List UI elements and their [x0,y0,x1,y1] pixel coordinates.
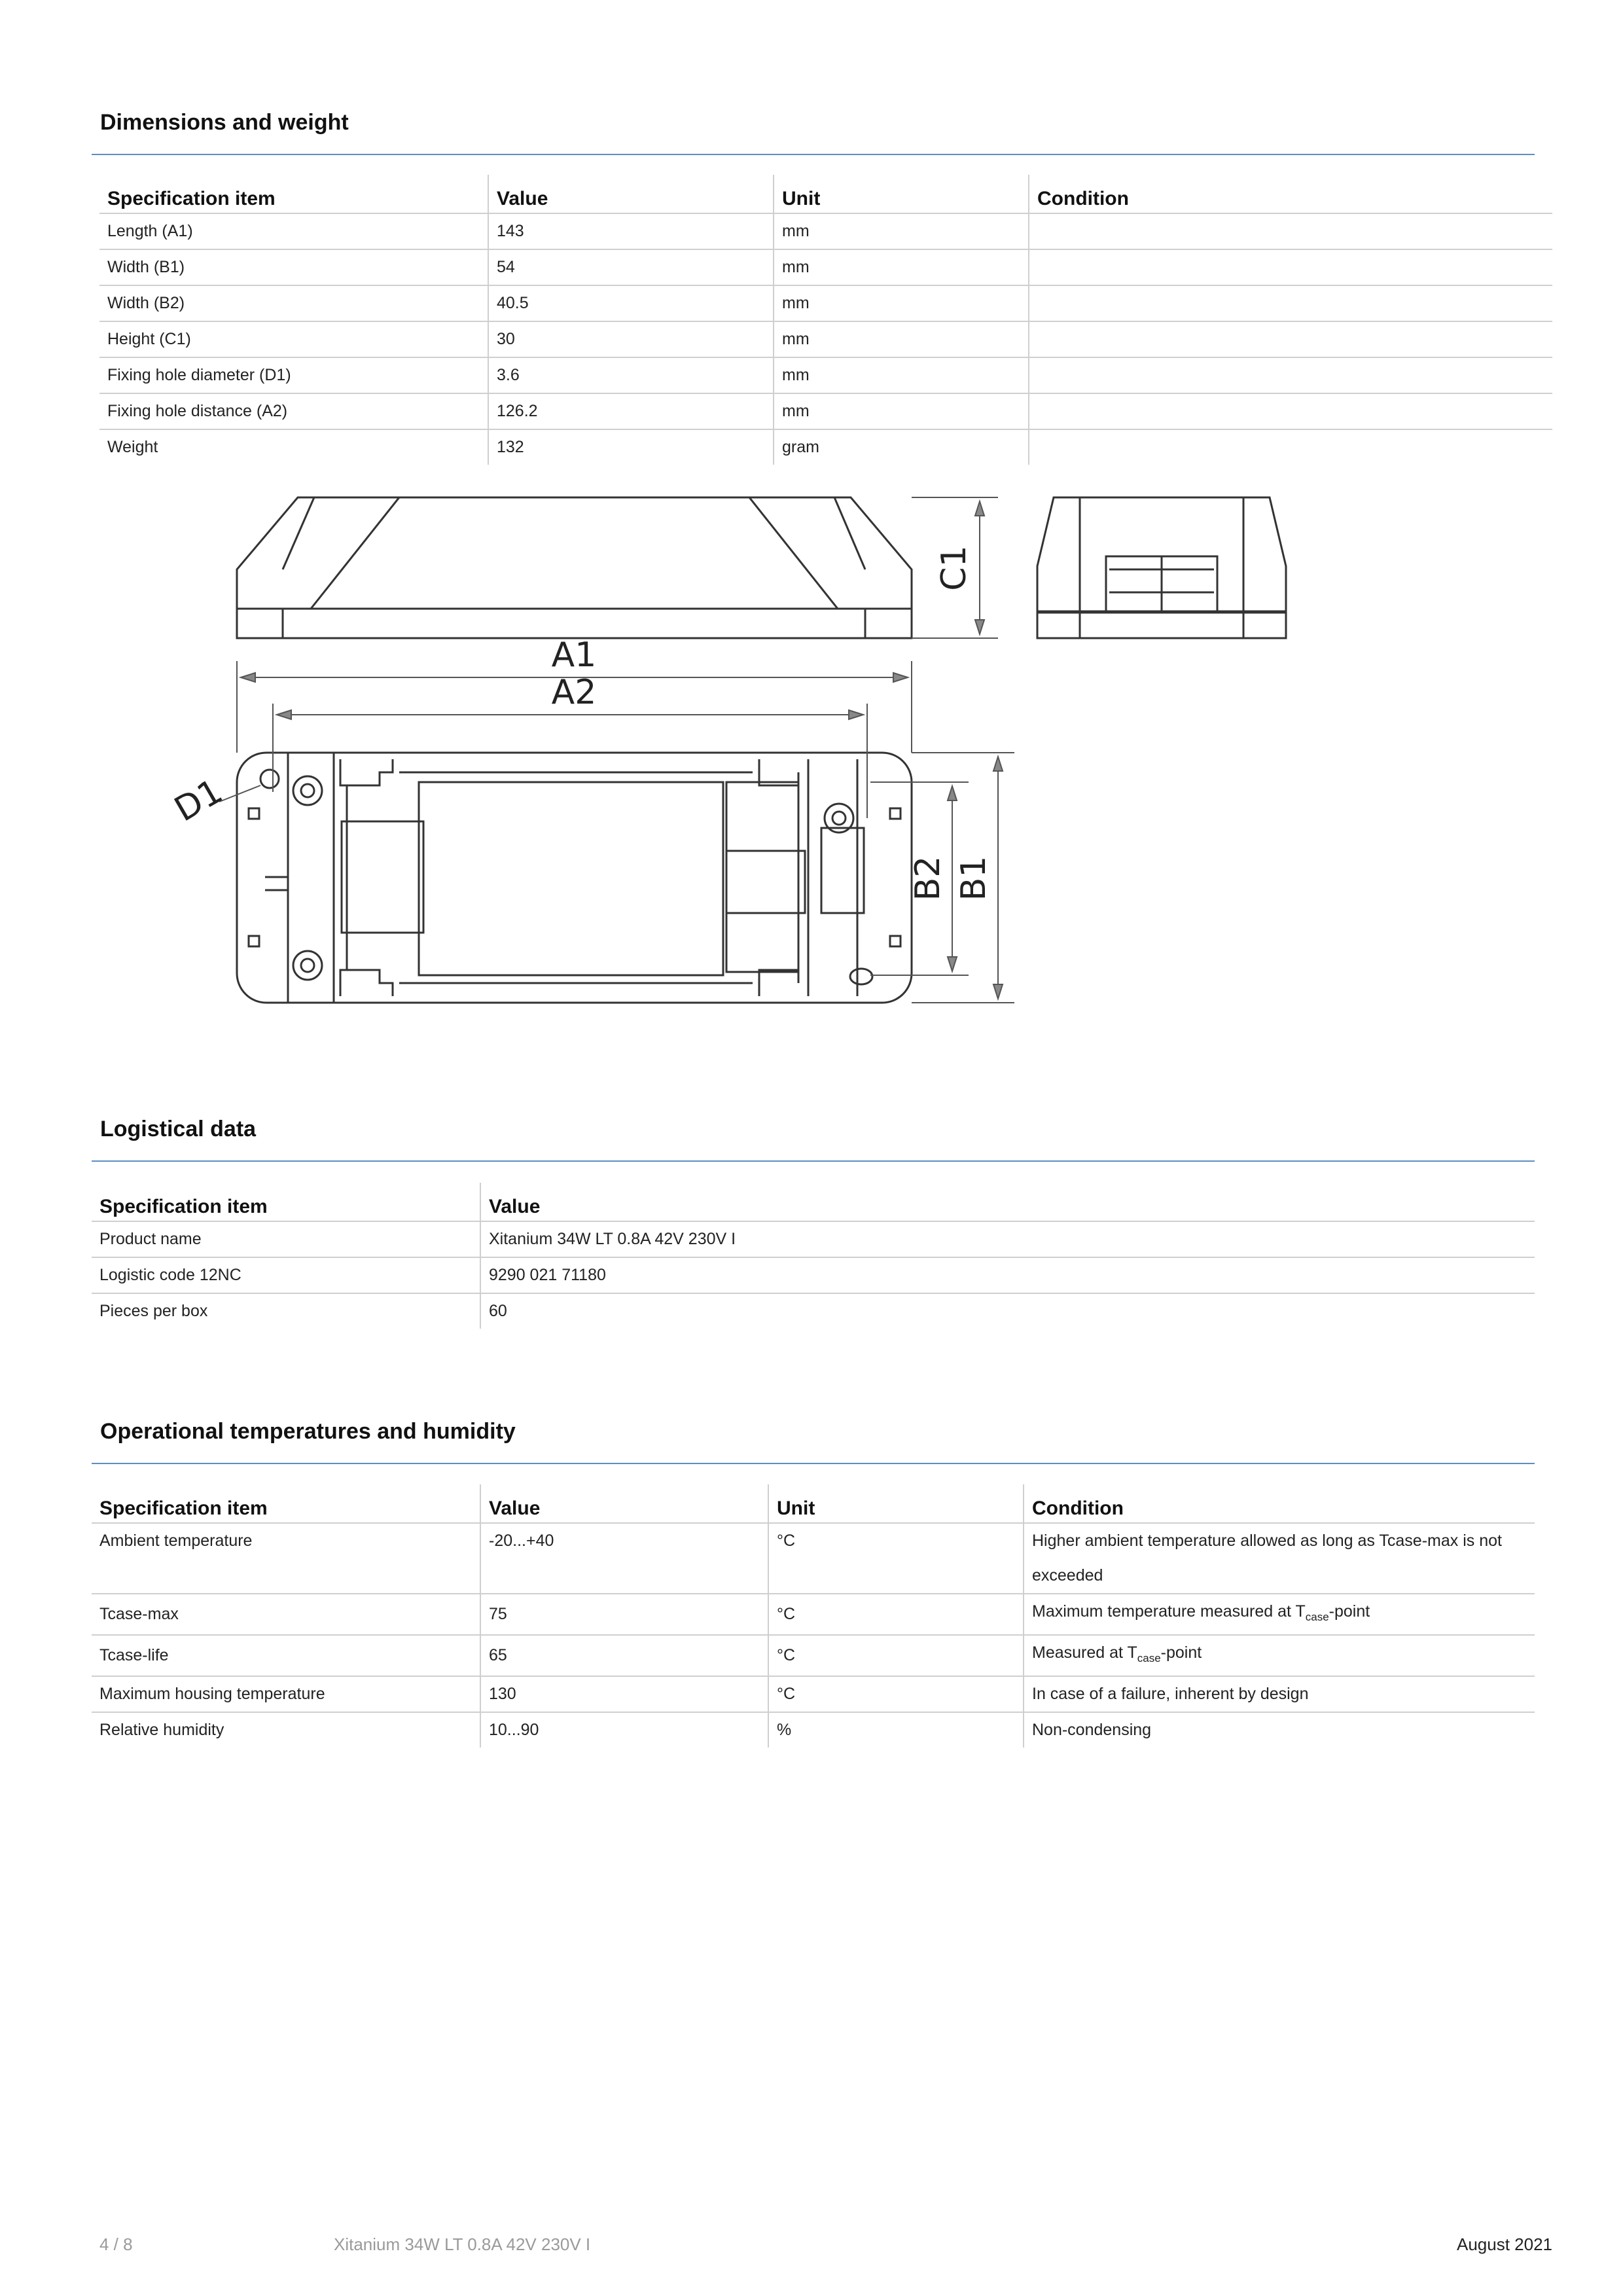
cell-value: 143 [488,213,774,249]
cell-unit: mm [774,285,1029,321]
cell-unit: °C [768,1676,1024,1712]
table-header-row [99,175,1552,213]
table-row [99,429,1552,465]
label-b2: B2 [908,855,948,901]
cell-value: -20...+40 [480,1523,768,1594]
table-row [99,213,1552,249]
cell-value: 30 [488,321,774,357]
cell-unit: mm [774,213,1029,249]
cell-value: 3.6 [488,357,774,393]
cell-condition [1024,1594,1535,1635]
cell-value: 130 [480,1676,768,1712]
footer-product-name: Xitanium 34W LT 0.8A 42V 230V I [334,2234,591,2254]
cell-value: 10...90 [480,1712,768,1748]
column-header-condition: Condition [1024,1484,1535,1523]
column-header-value: Value [480,1183,1535,1221]
table-row [92,1221,1535,1257]
logistics-title-rule [92,1160,1535,1162]
cell-value: 40.5 [488,285,774,321]
cell-condition: Non-condensing [1024,1712,1535,1748]
table-row [99,357,1552,393]
cell-unit: mm [774,321,1029,357]
cell-item: Width (B1) [99,249,488,285]
cell-item: Maximum housing temperature [92,1676,480,1712]
operational-title-rule [92,1463,1535,1464]
cell-item: Product name [92,1221,480,1257]
dimension-drawing [168,484,1296,1008]
cell-value: 9290 021 71180 [480,1257,1535,1293]
table-row [92,1712,1535,1748]
table-row [92,1523,1535,1594]
logistics-table [92,1183,1535,1329]
table-row [99,249,1552,285]
cell-value: 60 [480,1293,1535,1329]
label-b1: B1 [954,855,993,901]
label-d1: D1 [168,772,230,830]
column-header-condition: Condition [1029,175,1552,213]
condition-text: Maximum temperature measured at T [1032,1602,1306,1621]
cell-condition [1029,393,1552,429]
table-row [92,1635,1535,1676]
cell-value: 65 [480,1635,768,1676]
cell-item: Relative humidity [99,1721,224,1739]
footer-page-number: 4 / 8 [99,2234,133,2254]
operational-title: Operational temperatures and humidity [100,1419,516,1444]
cell-condition: Higher ambient temperature allowed as long as Tcase-max is not exceeded [1024,1523,1535,1594]
table-row [99,321,1552,357]
operational-table [92,1484,1535,1748]
cell-value: Xitanium 34W LT 0.8A 42V 230V I [480,1221,1535,1257]
cell-unit: °C [768,1594,1024,1635]
condition-text: -point [1160,1643,1202,1662]
cell-item: Fixing hole diameter (D1) [99,357,488,393]
column-header-item: Specification item [92,1484,480,1523]
condition-text: -point [1329,1602,1370,1621]
cell-condition [1029,285,1552,321]
column-header-unit: Unit [768,1484,1024,1523]
cell-unit: °C [768,1523,1024,1594]
table-header-row [92,1183,1535,1221]
table-row [92,1594,1535,1635]
cell-unit: gram [774,429,1029,465]
cell-unit: % [768,1712,1024,1748]
cell-item: Fixing hole distance (A2) [99,393,488,429]
column-header-value: Value [488,175,774,213]
table-row [99,285,1552,321]
cell-value: 54 [488,249,774,285]
cell-item: Tcase-life [92,1635,480,1676]
cell-condition [1029,249,1552,285]
cell-item: Pieces per box [99,1302,208,1320]
cell-condition [1029,213,1552,249]
logistics-section [92,1113,1544,1145]
column-header-unit: Unit [774,175,1029,213]
side-view-outline [237,497,912,638]
cell-item: Length (A1) [99,213,488,249]
cell-condition [1029,321,1552,357]
cell-unit: mm [774,357,1029,393]
table-row [92,1257,1535,1293]
table-header-row [92,1484,1535,1523]
table-row [92,1676,1535,1712]
logistics-title: Logistical data [100,1117,257,1141]
cell-value: 132 [488,429,774,465]
cell-condition: In case of a failure, inherent by design [1024,1676,1535,1712]
end-view-outline [1037,497,1286,638]
footer-date: August 2021 [1456,2234,1552,2254]
cell-item: Width (B2) [99,285,488,321]
label-c1: C1 [935,545,974,591]
column-header-item: Specification item [92,1183,480,1221]
cell-condition [1029,357,1552,393]
dimensions-section [92,106,1544,139]
column-header-item: Specification item [99,175,488,213]
dimensions-title: Dimensions and weight [100,110,349,135]
cell-unit: mm [774,249,1029,285]
dimensions-table [99,175,1552,465]
column-header-value: Value [480,1484,768,1523]
cell-item: Weight [107,438,158,456]
cell-unit: mm [774,393,1029,429]
table-row [99,393,1552,429]
condition-subscript: case [1305,1611,1329,1623]
condition-text: Measured at T [1032,1643,1137,1662]
label-a1: A1 [551,636,597,675]
condition-subscript: case [1137,1652,1161,1664]
label-a2: A2 [551,673,597,712]
cell-value: 75 [480,1594,768,1635]
cell-item: Ambient temperature [92,1523,480,1594]
cell-item: Logistic code 12NC [92,1257,480,1293]
cell-unit: °C [768,1635,1024,1676]
cell-condition [1029,429,1552,465]
cell-item: Height (C1) [99,321,488,357]
top-view-outline [237,753,912,1003]
cell-item: Tcase-max [92,1594,480,1635]
cell-value: 126.2 [488,393,774,429]
cell-condition [1024,1635,1535,1676]
table-row [92,1293,1535,1329]
dimensions-title-rule [92,154,1535,155]
operational-section [92,1415,1544,1448]
